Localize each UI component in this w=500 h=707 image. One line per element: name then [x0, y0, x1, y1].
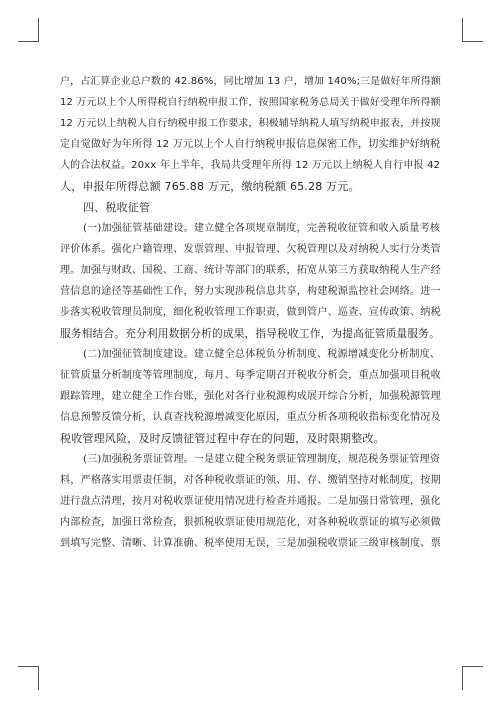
- crop-mark-bottom-right-vertical: [462, 666, 463, 690]
- text-line: (二)加强征管制度建设。建立健全总体税负分析制度、税源增减变化分析制度、: [83, 349, 441, 360]
- crop-mark-bottom-left-vertical: [38, 666, 39, 690]
- text-line: 步落实税收管理员制度，细化税收管理工作职责，做到管户、巡查、宣传政策、纳税: [60, 307, 441, 318]
- text-line: 跟踪管理，建立健全工作台账，强化对各行业税源构成展开综合分析，加强税源管理: [60, 391, 441, 402]
- paragraph-foundation-construction: [60, 218, 440, 344]
- crop-mark-top-right-vertical: [462, 18, 463, 42]
- document-body: [60, 71, 440, 554]
- crop-mark-bottom-left-horizontal: [18, 666, 39, 667]
- text-line: 评价体系。强化户籍管理、发票管理、申报管理、欠税管理以及对纳税人实行分类管: [60, 244, 441, 255]
- text-line: 料，严格落实用票责任制，对各种税收票证的领、用、存、缴销坚持对帐制度，按期: [60, 475, 441, 486]
- crop-mark-bottom-right-horizontal: [462, 666, 483, 667]
- text-line: 营信息的途径等基础性工作，努力实现涉税信息共享，构建税源监控社会网络。进一: [60, 286, 441, 297]
- crop-mark-top-left-vertical: [38, 18, 39, 42]
- text-line: 内部检查，加强日常检查，狠抓税收票证使用规范化，对各种税收票证的填写必须做: [60, 517, 441, 528]
- text-line: 户，占汇算企业总户数的 42.86%，同比增加 13 户，增加 140%;三是做好年所得额: [60, 76, 442, 87]
- text-line: 12 万元以上个人所得税自行纳税申报工作，按照国家税务总局关于做好受理年所得额: [60, 97, 441, 108]
- text-line: 税收管理风险，及时反馈征管过程中存在的问题，及时限期整改。: [60, 432, 385, 445]
- crop-mark-top-left-horizontal: [18, 41, 39, 42]
- text-line: 12 万元以上纳税人自行纳税申报工作要求，积极辅导纳税人填写纳税申报表，并按规: [60, 118, 441, 129]
- paragraph-individual-income-tax: [60, 71, 440, 197]
- text-line: 征管质量分析制度等管理制度，每月、每季定期召开税收分析会，重点加强项目税收: [60, 370, 441, 381]
- text-line: 定自觉做好为年所得 12 万元以上个人自行纳税申报信息保密工作，切实维护好纳税: [60, 139, 441, 150]
- text-line: 人的合法权益。20xx 年上半年，我局共受理年所得 12 万元以上纳税人自行申报 42: [60, 160, 441, 171]
- text-line: (一)加强征管基础建设。建立健全各项规章制度，完善税收征管和收入质量考核: [83, 223, 441, 234]
- text-line: 四、税收征管: [83, 201, 151, 214]
- paragraph-receipt-management: [60, 449, 440, 554]
- text-line: 信息预警反馈分析，认真查找税源增减变化原因，重点分析各项税收指标变化情况及: [60, 412, 441, 423]
- text-line: (三)加强税务票证管理。一是建立健全税务票证管理制度，规范税务票证管理资: [83, 454, 441, 465]
- crop-mark-top-right-horizontal: [462, 41, 483, 42]
- text-line: 服务相结合。充分利用数据分析的成果，指导税收工作，为提高征管质量服务。: [60, 327, 440, 340]
- text-line: 进行盘点清理，按月对税收票证使用情况进行检查并通报。二是加强日常管理，强化: [60, 496, 441, 507]
- text-line: 理。加强与财政、国税、工商、统计等部门的联系，拓宽从第三方获取纳税人生产经: [60, 265, 441, 276]
- text-line: 人，申报年所得总额 765.88 万元，缴纳税额 65.28 万元。: [60, 180, 360, 193]
- section-heading-tax-collection: [60, 197, 440, 218]
- text-line: 到填写完整、清晰、计算准确、税率使用无误，三是加强税收票证三级审核制度、票: [60, 538, 441, 549]
- paragraph-management-system: [60, 344, 440, 449]
